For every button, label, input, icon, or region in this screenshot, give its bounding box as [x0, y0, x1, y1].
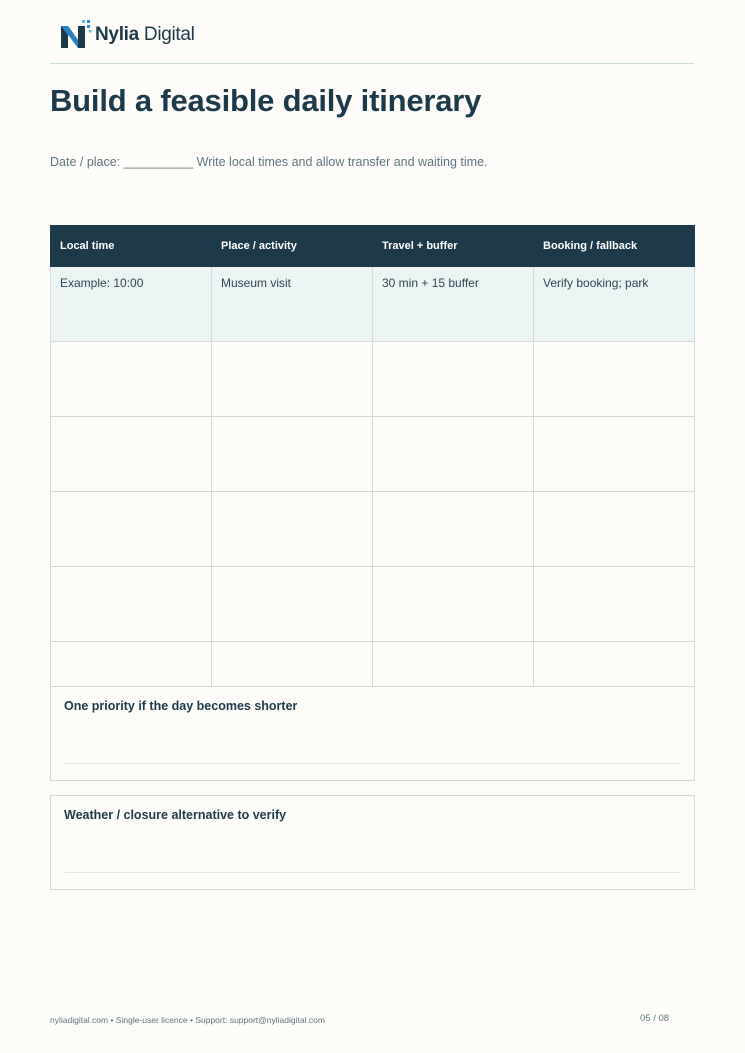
weather-alternative-box — [50, 795, 695, 890]
table-row — [51, 417, 695, 492]
table-cell[interactable] — [534, 567, 695, 642]
table-row — [51, 492, 695, 567]
weather-alternative-answer-line[interactable] — [65, 872, 680, 873]
header-divider — [50, 63, 694, 64]
brand-name: Nylia Digital — [95, 24, 195, 45]
table-cell[interactable] — [373, 342, 534, 417]
example-row — [51, 267, 695, 342]
table-cell[interactable] — [373, 417, 534, 492]
example-booking-fallback: Verify booking; park — [534, 267, 695, 342]
shorter-day-priority-title: One priority if the day becomes shorter — [64, 699, 298, 713]
table-cell[interactable] — [212, 342, 373, 417]
footer-text: nyliadigital.com • Single-user licence • Support: support@nyliadigital.com — [50, 1015, 325, 1025]
table-cell[interactable] — [534, 417, 695, 492]
table-cell[interactable] — [534, 492, 695, 567]
brand-logo — [58, 18, 195, 52]
table-cell[interactable] — [51, 417, 212, 492]
example-local-time: Example: 10:00 — [51, 267, 212, 342]
table-cell[interactable] — [51, 492, 212, 567]
intro-text: Date / place: __________ Write local times and allow transfer and waiting time. — [50, 155, 488, 169]
shorter-day-priority-box — [50, 686, 695, 781]
table-row — [51, 567, 695, 642]
logo-icon — [58, 18, 92, 52]
header-local-time: Local time — [51, 226, 212, 267]
table-cell[interactable] — [51, 567, 212, 642]
example-place-activity: Museum visit — [212, 267, 373, 342]
weather-alternative-title: Weather / closure alternative to verify — [64, 808, 287, 822]
page-title: Build a feasible daily itinerary — [50, 83, 482, 118]
table-cell[interactable] — [534, 342, 695, 417]
itinerary-table — [50, 225, 695, 717]
table-header-row — [51, 226, 695, 267]
header-place-activity: Place / activity — [212, 226, 373, 267]
header-travel-buffer: Travel + buffer — [373, 226, 534, 267]
table-cell[interactable] — [212, 567, 373, 642]
table-row — [51, 342, 695, 417]
header-booking-fallback: Booking / fallback — [534, 226, 695, 267]
table-cell[interactable] — [212, 417, 373, 492]
table-cell[interactable] — [51, 342, 212, 417]
shorter-day-priority-answer-line[interactable] — [65, 763, 680, 764]
table-cell[interactable] — [373, 567, 534, 642]
table-cell[interactable] — [373, 492, 534, 567]
example-travel-buffer: 30 min + 15 buffer — [373, 267, 534, 342]
page-number: 05 / 08 — [640, 1013, 670, 1024]
table-cell[interactable] — [212, 492, 373, 567]
